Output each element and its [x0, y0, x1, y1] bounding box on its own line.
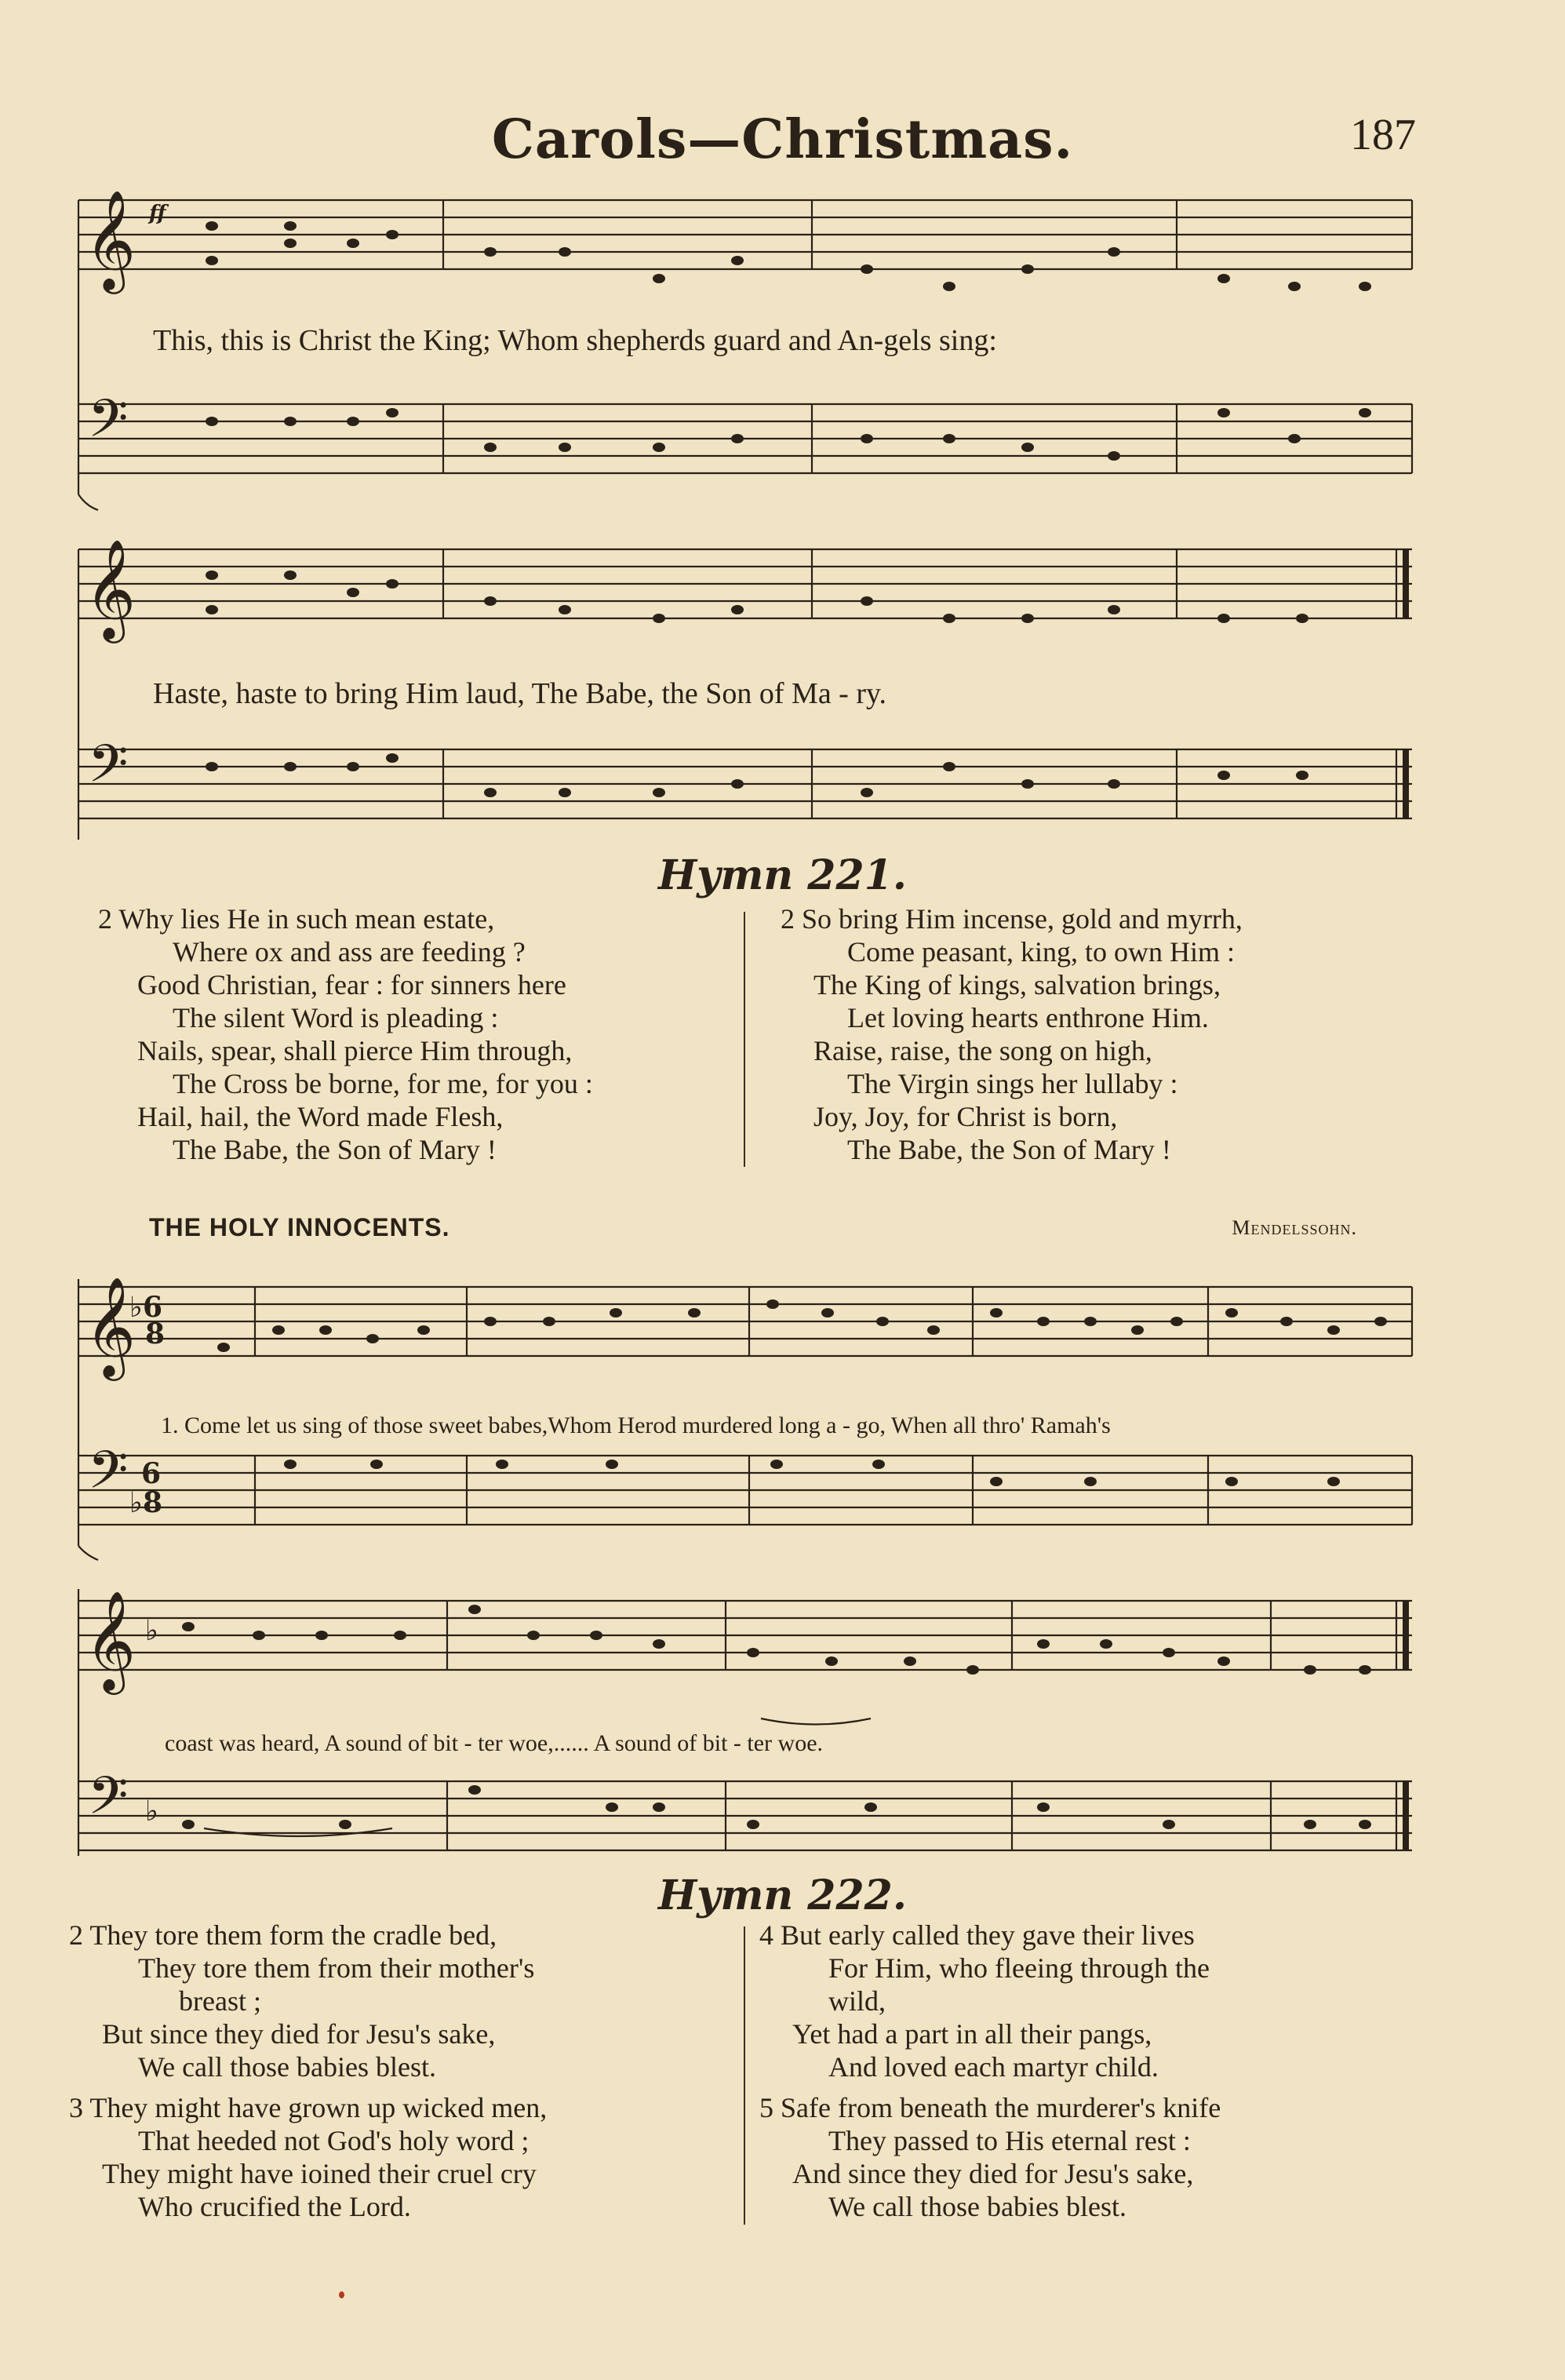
svg-text:ff: ff: [149, 202, 166, 225]
stanza-line: Joy, Joy, for Christ is born,: [813, 1101, 1118, 1132]
svg-text:𝄢: 𝄢: [88, 734, 129, 807]
stanza-line: But since they died for Jesu's sake,: [102, 2018, 496, 2050]
stanza-line: Good Christian, fear : for sinners here: [137, 969, 566, 1000]
stanza-number: 2: [69, 1919, 83, 1951]
stanza-line: And loved each martyr child.: [828, 2051, 1159, 2083]
svg-text:𝄢: 𝄢: [88, 388, 129, 461]
stanza-line: They passed to His eternal rest :: [828, 2125, 1191, 2156]
ink-speck: [339, 2291, 344, 2298]
svg-text:𝄞: 𝄞: [85, 1590, 136, 1690]
music-system-4: [63, 1569, 1428, 1872]
page-number: 187: [1350, 111, 1416, 159]
music-lyric-line: coast was heard, A sound of bit - ter woe,...... A sound of bit - ter woe.: [165, 1730, 824, 1756]
svg-text:𝄞: 𝄞: [85, 538, 136, 639]
svg-text:𝄞: 𝄞: [85, 189, 136, 290]
music-lyric-line: Haste, haste to bring Him laud, The Babe, the Son of Ma - ry.: [153, 677, 887, 710]
stanza-number: 3: [69, 2092, 83, 2123]
music-system-3: [63, 1256, 1428, 1562]
stanza-line: Hail, hail, the Word made Flesh,: [137, 1101, 504, 1132]
stanza-line: And since they died for Jesu's sake,: [792, 2158, 1194, 2189]
stanza-line: breast ;: [179, 1985, 261, 2017]
stanza-line: 2 They tore them form the cradle bed,: [69, 1919, 497, 1951]
stanza-number: 5: [759, 2092, 773, 2123]
stanza-line: The Babe, the Son of Mary !: [847, 1134, 1171, 1165]
stanza-line: Nails, spear, shall pierce Him through,: [137, 1035, 573, 1066]
stanza-line: The Virgin sings her lullaby :: [847, 1068, 1178, 1099]
music-staff-system-4: [63, 1569, 1428, 1872]
stanza-line: Raise, raise, the song on high,: [813, 1035, 1152, 1066]
stanza-line: The King of kings, salvation brings,: [813, 969, 1221, 1000]
stanza-line: 4 But early called they gave their lives: [759, 1919, 1195, 1951]
stanza-number: 2: [781, 903, 795, 935]
stanza-line: 2 So bring Him incense, gold and myrrh,: [781, 903, 1243, 935]
svg-text:♭: ♭: [145, 1614, 158, 1647]
tune-title: THE HOLY INNOCENTS.: [149, 1213, 450, 1241]
stanza-line: wild,: [828, 1985, 886, 2017]
composer-name: Mendelssohn.: [1232, 1216, 1357, 1239]
stanza-line: For Him, who fleeing through the: [828, 1952, 1210, 1984]
stanza-line: We call those babies blest.: [138, 2051, 436, 2083]
stanza-line: That heeded not God's holy word ;: [138, 2125, 530, 2156]
svg-text:𝄢: 𝄢: [88, 1440, 129, 1513]
stanza-column-left: [98, 902, 593, 1166]
svg-text:♭8: ♭8: [129, 1486, 163, 1519]
stanza-line: Come peasant, king, to own Him :: [847, 936, 1235, 968]
stanza-line: We call those babies blest.: [828, 2191, 1126, 2222]
svg-text:♭6: ♭6: [129, 1291, 163, 1324]
stanza-line: Where ox and ass are feeding ?: [173, 936, 526, 968]
stanza-number: 4: [759, 1919, 773, 1951]
svg-text:𝄞: 𝄞: [85, 1276, 136, 1376]
svg-text:𝄢: 𝄢: [88, 1766, 129, 1839]
stanza-line: 2 Why lies He in such mean estate,: [98, 903, 495, 935]
music-staff-system-3: [63, 1256, 1428, 1562]
column-divider: [744, 1926, 745, 2225]
music-lyric-line: This, this is Christ the King; Whom shepherds guard and An-gels sing:: [153, 324, 997, 357]
hymn-heading: Hymn 222.: [658, 1872, 907, 1919]
svg-text:6: 6: [141, 1457, 162, 1490]
stanza-column-right: [759, 1919, 1434, 2223]
stanza-line: The Cross be borne, for me, for you :: [173, 1068, 593, 1099]
column-divider: [744, 912, 745, 1167]
music-lyric-line: 1. Come let us sing of those sweet babes,Whom Herod murdered long a - go, When all thro' Ramah's: [161, 1412, 1111, 1438]
stanza-column-right: [781, 902, 1243, 1166]
stanza-line: The silent Word is pleading :: [173, 1002, 499, 1033]
stanza-line: Who crucified the Lord.: [138, 2191, 411, 2222]
stanza-number: 2: [98, 903, 112, 935]
stanza-line: 5 Safe from beneath the murderer's knife: [759, 2092, 1221, 2123]
stanza-line: They tore them from their mother's: [138, 1952, 535, 1984]
stanza-line: 3 They might have grown up wicked men,: [69, 2092, 548, 2123]
stanza-line: The Babe, the Son of Mary !: [173, 1134, 497, 1165]
svg-text:♭: ♭: [145, 1795, 158, 1828]
stanza-line: Yet had a part in all their pangs,: [792, 2018, 1152, 2050]
svg-text:8: 8: [145, 1318, 166, 1350]
stanza-line: Let loving hearts enthrone Him.: [847, 1002, 1209, 1033]
page-title: Carols—Christmas.: [491, 108, 1074, 171]
hymn-heading: Hymn 221.: [658, 851, 907, 899]
stanza-column-left: [69, 1919, 744, 2223]
stanza-line: They might have ioined their cruel cry: [102, 2158, 537, 2189]
